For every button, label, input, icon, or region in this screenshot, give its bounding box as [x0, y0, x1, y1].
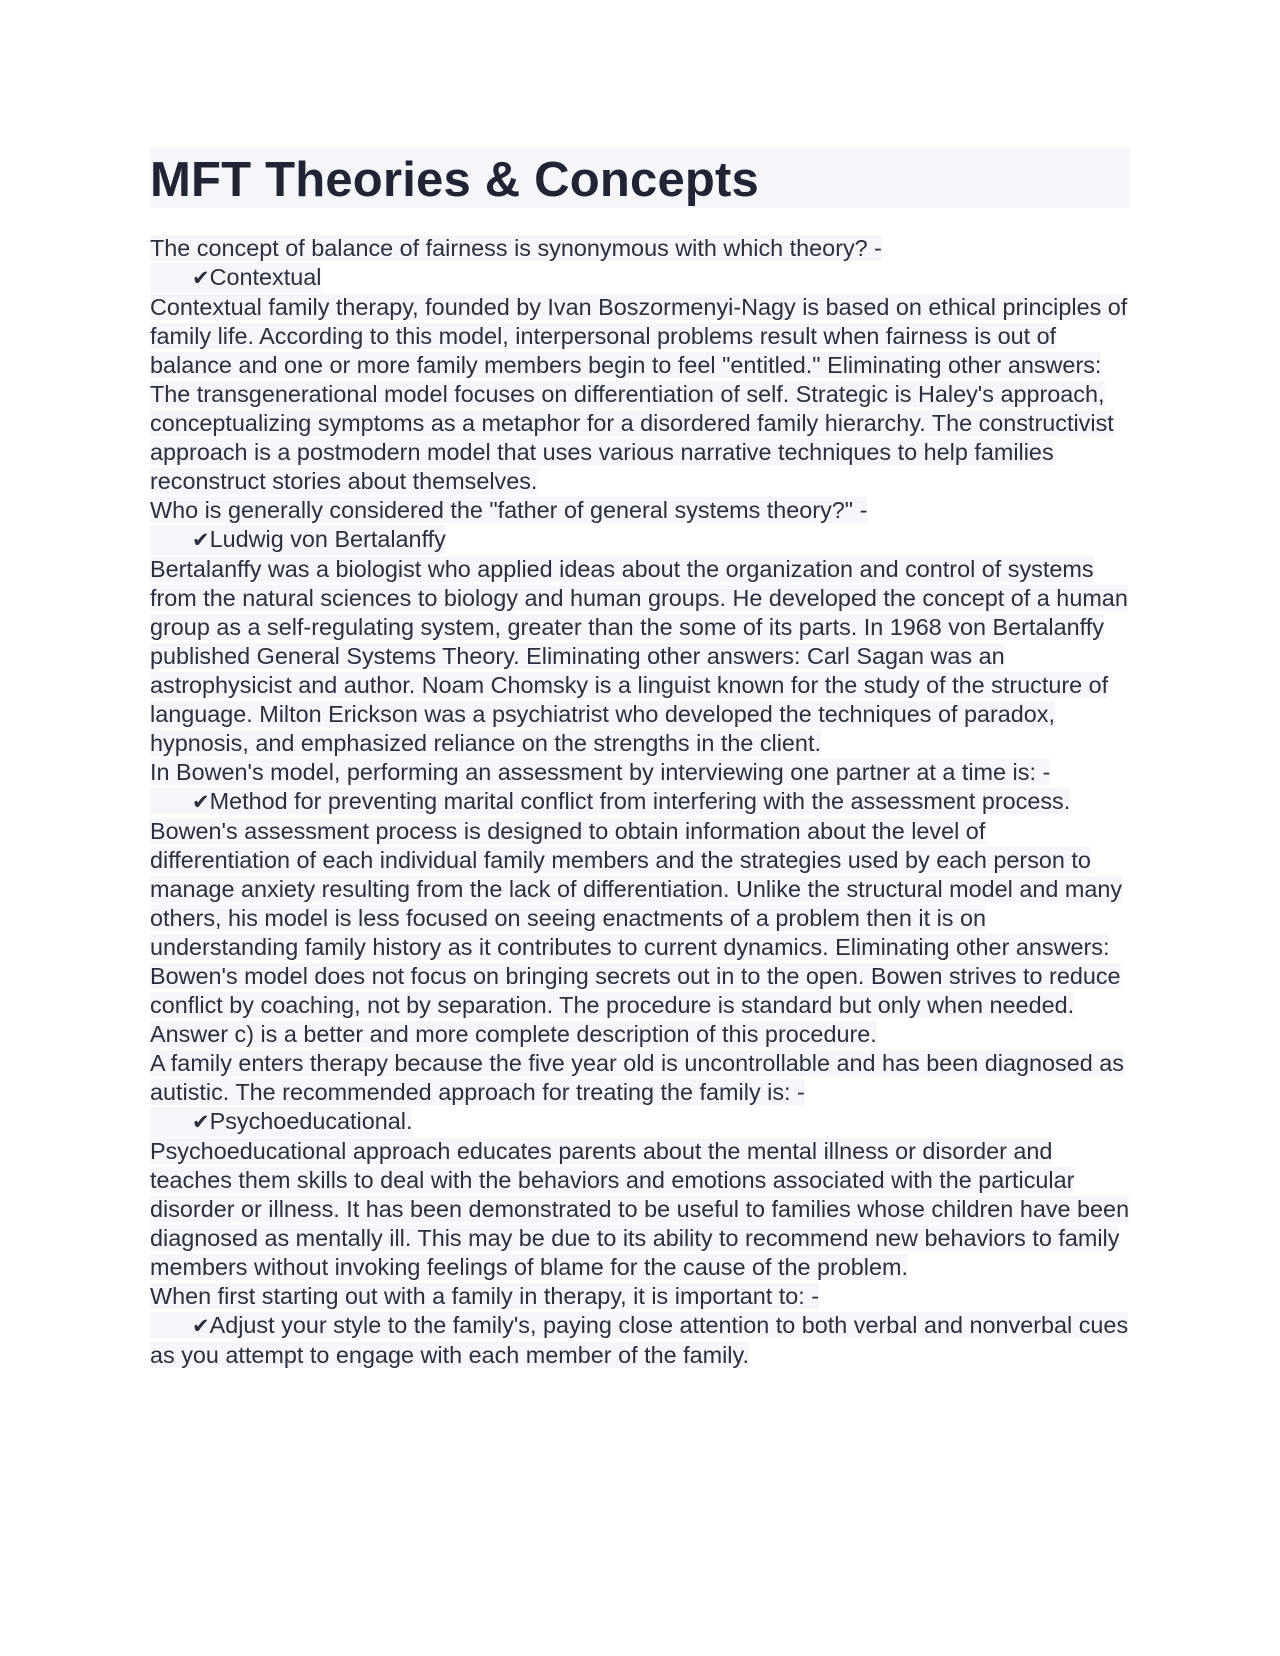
flashcard-answer: ✔Ludwig von Bertalanffy: [150, 525, 1130, 555]
flashcard-explanation: Bertalanffy was a biologist who applied ideas about the organization and control of systems from the natural sciences to biology and human groups. He developed the concept of a human group as a self-regulating system, greater than the some of its parts. In 1968 von Bertalanffy published General Systems Theory. Eliminating other answers: Carl Sagan was an astrophysicist and author. Noam Chomsky is a linguist known for the study of the structure of language. Milton Erickson was a psychiatrist who developed the techniques of paradox, hypnosis, and emphasized reliance on the strengths in the client.: [150, 556, 1128, 756]
flashcard-explanation: Contextual family therapy, founded by Ivan Boszormenyi-Nagy is based on ethical principles of family life. According to this model, interpersonal problems result when fairness is out of balance and one or more family members begin to feel "entitled." Eliminating other answers: The transgenerational model focuses on differentiation of self. Strategic is Haley's approach, conceptualizing symptoms as a metaphor for a disordered family hierarchy. The constructivist approach is a postmodern model that uses various narrative techniques to help families reconstruct stories about themselves.: [150, 294, 1128, 494]
flashcard-question: A family enters therapy because the five year old is uncontrollable and has been diagnosed as autistic. The recommended approach for treating the family is: -: [150, 1050, 1124, 1105]
checkmark-icon: ✔: [192, 528, 210, 552]
flashcard-answer: ✔Adjust your style to the family's, paying close attention to both verbal and nonverbal cues as you attempt to engage with each member of the family.: [150, 1312, 1129, 1368]
flashcard-question: When first starting out with a family in therapy, it is important to: -: [150, 1283, 820, 1309]
page-title: MFT Theories & Concepts: [150, 148, 1130, 208]
flashcard-list: [150, 234, 1130, 1370]
checkmark-icon: ✔: [192, 1110, 210, 1134]
checkmark-icon: ✔: [192, 790, 210, 814]
flashcard-answer: ✔Contextual: [150, 263, 1130, 293]
checkmark-icon: ✔: [192, 1314, 210, 1338]
document-page: [150, 148, 1130, 1370]
flashcard-question: Who is generally considered the "father of general systems theory?" -: [150, 497, 868, 523]
flashcard-explanation: Psychoeducational approach educates parents about the mental illness or disorder and teaches them skills to deal with the behaviors and emotions associated with the particular disorder or illness. It has been demonstrated to be useful to families whose children have been diagnosed as mentally ill. This may be due to its ability to recommend new behaviors to family members without invoking feelings of blame for the cause of the problem.: [150, 1138, 1130, 1280]
checkmark-icon: ✔: [192, 266, 210, 290]
flashcard-question: The concept of balance of fairness is synonymous with which theory? -: [150, 235, 882, 261]
flashcard-question: In Bowen's model, performing an assessment by interviewing one partner at a time is: -: [150, 759, 1051, 785]
flashcard-answer: ✔Method for preventing marital conflict from interfering with the assessment process. Bowen's assessment process is designed to obtain information about the level of differentiation of each individual family members and the strategies used by each person to manage anxiety resulting from the lack of differentiation. Unlike the structural model and many others, his model is less focused on seeing enactments of a problem then it is on understanding family history as it contributes to current dynamics. Eliminating other answers: Bowen's model does not focus on bringing secrets out in to the open. Bowen strives to reduce conflict by coaching, not by separation. The procedure is standard but only when needed. Answer c) is a better and more complete description of this procedure.: [150, 788, 1123, 1047]
flashcard-answer: ✔Psychoeducational.: [150, 1107, 1130, 1137]
